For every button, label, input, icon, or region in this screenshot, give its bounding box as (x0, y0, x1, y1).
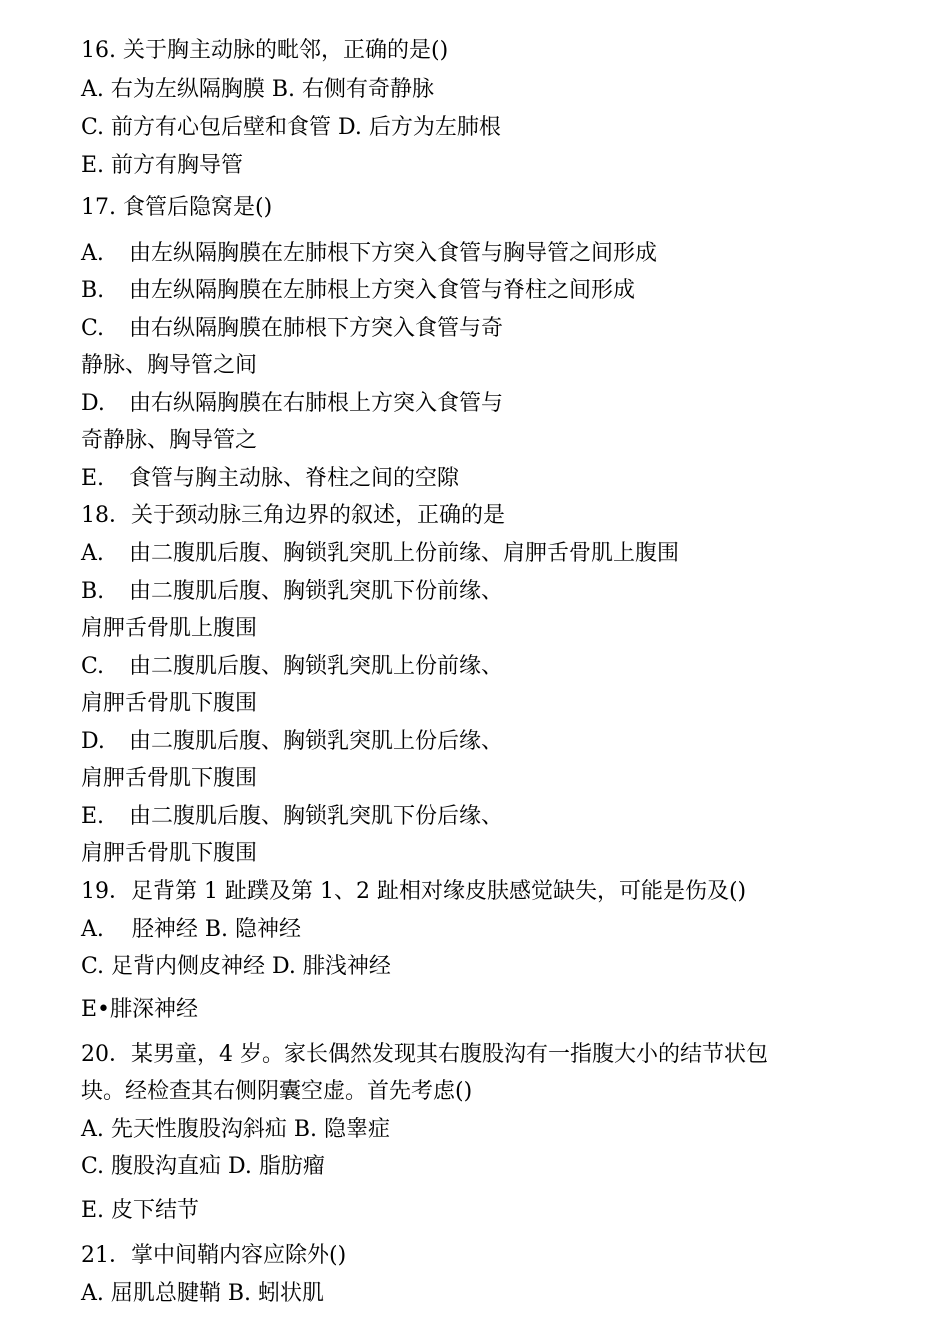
q17-option-c (81, 314, 503, 344)
option-text: 由二腹肌后腹、胸锁乳突肌上份后缘、 (129, 729, 504, 754)
q17-option-d-cont: 奇静脉、胸导管之 (81, 428, 258, 453)
q16-options-ab: A. 右为左纵隔胸膜 B. 右侧有奇静脉 (81, 77, 435, 102)
q16-stem: 16. 关于胸主动脉的毗邻，正确的是() (81, 38, 449, 63)
option-text: 由二腹肌后腹、胸锁乳突肌下份前缘、 (129, 579, 504, 604)
option-letter: A. (81, 541, 104, 566)
option-text: 由左纵隔胸膜在左肺根上方突入食管与脊柱之间形成 (129, 278, 636, 303)
q17-option-b (81, 276, 635, 306)
q19-options-ab: A. 胫神经 B. 隐神经 (81, 917, 302, 942)
option-letter: B. (81, 579, 105, 604)
q18-option-d-cont: 肩胛舌骨肌下腹围 (81, 766, 258, 791)
q20-options-cd: C. 腹股沟直疝 D. 脂肪瘤 (81, 1154, 325, 1179)
option-letter: C. (81, 316, 105, 341)
q18-option-c (81, 652, 503, 682)
option-letter: A. (81, 241, 104, 266)
q17-option-c-cont: 静脉、胸导管之间 (81, 353, 258, 378)
q19-stem: 19．足背第 1 趾蹼及第 1、2 趾相对缘皮肤感觉缺失，可能是伤及() (81, 879, 747, 904)
option-letter: D. (81, 729, 105, 754)
option-text: 由二腹肌后腹、胸锁乳突肌上份前缘、 (129, 654, 504, 679)
option-letter: D. (81, 391, 105, 416)
q19-options-cd: C. 足背内侧皮神经 D. 腓浅神经 (81, 954, 391, 979)
q16-options-cd: C. 前方有心包后壁和食管 D. 后方为左肺根 (81, 115, 501, 140)
option-text: 由右纵隔胸膜在右肺根上方突入食管与 (129, 391, 504, 416)
option-letter: E. (81, 804, 105, 829)
option-letter: B. (81, 278, 105, 303)
q21-stem: 21．掌中间鞘内容应除外() (81, 1243, 347, 1268)
q18-option-e (81, 802, 503, 832)
option-text: 由二腹肌后腹、胸锁乳突肌上份前缘、肩胛舌骨肌上腹围 (129, 541, 680, 566)
q17-option-d (81, 389, 503, 419)
q18-option-b (81, 577, 503, 607)
q18-stem: 18．关于颈动脉三角边界的叙述，正确的是 (81, 503, 505, 528)
q17-option-a (81, 239, 657, 269)
q18-option-c-cont: 肩胛舌骨肌下腹围 (81, 691, 258, 716)
q18-option-e-cont: 肩胛舌骨肌下腹围 (81, 841, 258, 866)
option-text: 由二腹肌后腹、胸锁乳突肌下份后缘、 (129, 804, 504, 829)
q19-option-e: E•腓深神经 (81, 997, 199, 1022)
option-text: 由左纵隔胸膜在左肺根下方突入食管与胸导管之间形成 (129, 241, 658, 266)
q17-stem: 17. 食管后隐窝是() (81, 195, 273, 220)
q20-option-e: E. 皮下结节 (81, 1198, 200, 1223)
option-text: 由右纵隔胸膜在肺根下方突入食管与奇 (129, 316, 504, 341)
q20-stem: 20．某男童，4 岁。家长偶然发现其右腹股沟有一指腹大小的结节状包 (81, 1042, 768, 1067)
q20-options-ab: A. 先天性腹股沟斜疝 B. 隐睾症 (81, 1117, 391, 1142)
q21-options-ab: A. 屈肌总腱鞘 B. 蚓状肌 (81, 1281, 325, 1306)
q18-option-d (81, 727, 503, 757)
q18-option-b-cont: 肩胛舌骨肌上腹围 (81, 616, 258, 641)
option-letter: E. (81, 466, 105, 491)
q16-option-e: E. 前方有胸导管 (81, 153, 244, 178)
q17-option-e (81, 464, 459, 494)
option-text: 食管与胸主动脉、脊柱之间的空隙 (129, 466, 460, 491)
option-letter: C. (81, 654, 105, 679)
q18-option-a (81, 539, 679, 569)
q20-stem-cont: 块。经检查其右侧阴囊空虚。首先考虑() (81, 1079, 473, 1104)
